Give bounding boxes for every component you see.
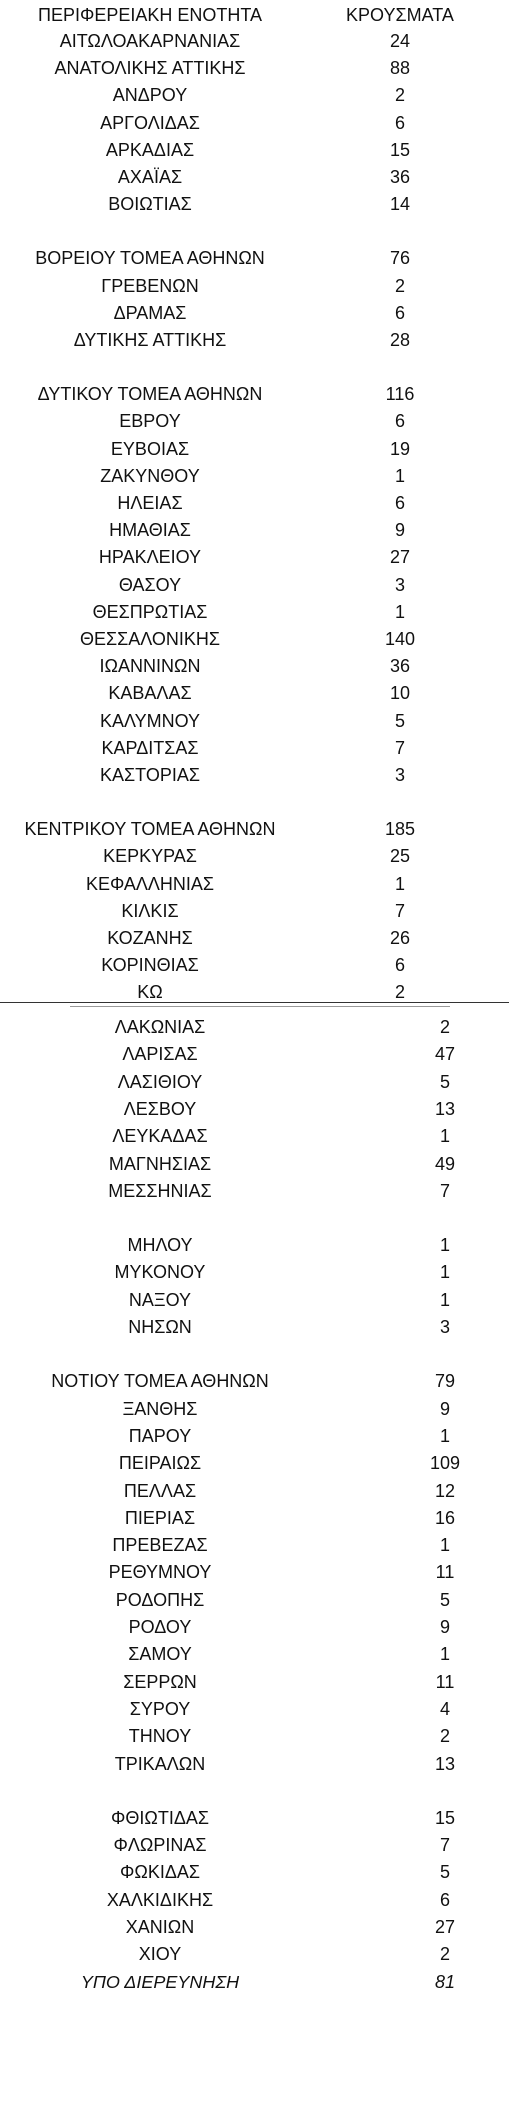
region-name: ΠΡΕΒΕΖΑΣ — [112, 1535, 208, 1556]
region-name: ΚΙΛΚΙΣ — [121, 900, 179, 921]
region-name: ΛΑΡΙΣΑΣ — [122, 1044, 198, 1065]
table-row — [0, 925, 509, 952]
table-row — [0, 735, 509, 762]
region-name: ΡΕΘΥΜΝΟΥ — [108, 1562, 212, 1583]
case-count: 9 — [439, 1617, 450, 1637]
case-count: 1 — [439, 1644, 450, 1665]
region-name: ΛΕΥΚΑΔΑΣ — [112, 1126, 208, 1147]
table-row — [0, 762, 509, 789]
table-row — [0, 1396, 509, 1423]
table-row — [0, 1368, 509, 1395]
region-name: ΣΑΜΟΥ — [128, 1644, 192, 1665]
region-name: ΑΙΤΩΛΟΑΚΑΡΝΑΝΙΑΣ — [59, 31, 241, 51]
table-row — [0, 327, 509, 354]
region-name: ΕΥΒΟΙΑΣ — [110, 438, 190, 459]
case-count: 15 — [434, 1807, 456, 1828]
case-count: 25 — [389, 846, 411, 867]
region-name: ΠΕΛΛΑΣ — [123, 1480, 197, 1501]
region-name: ΒΟΡΕΙΟΥ ΤΟΜΕΑ ΑΘΗΝΩΝ — [35, 248, 265, 269]
region-name: ΣΕΡΡΩΝ — [123, 1671, 197, 1692]
table-row — [0, 1914, 509, 1941]
case-count: 9 — [394, 520, 405, 541]
region-name: ΓΡΕΒΕΝΩΝ — [101, 275, 199, 296]
case-count: 4 — [439, 1698, 450, 1719]
region-name: ΚΕΡΚΥΡΑΣ — [103, 846, 197, 867]
case-count: 6 — [394, 493, 405, 513]
region-name: ΧΑΝΙΩΝ — [125, 1917, 195, 1937]
case-count: 12 — [434, 1480, 456, 1501]
table-row — [0, 28, 509, 55]
case-count: 2 — [394, 982, 405, 1003]
case-count: 13 — [434, 1098, 456, 1119]
case-count: 116 — [385, 384, 415, 405]
table-row — [0, 436, 509, 463]
table-row — [0, 1069, 509, 1096]
case-count: 88 — [389, 58, 411, 79]
region-name: ΗΛΕΙΑΣ — [117, 493, 183, 513]
region-name: ΑΡΓΟΛΙΔΑΣ — [100, 112, 200, 133]
region-name: ΣΥΡΟΥ — [129, 1698, 191, 1719]
case-count: 1 — [439, 1262, 450, 1283]
region-name: ΡΟΔΟΥ — [128, 1617, 192, 1637]
table-row — [0, 1123, 509, 1150]
table-row — [0, 1805, 509, 1832]
region-name: ΑΧΑΪΑΣ — [117, 167, 183, 187]
table-row — [0, 1832, 509, 1859]
region-name: ΧΑΛΚΙΔΙΚΗΣ — [106, 1889, 214, 1910]
region-name: ΠΕΙΡΑΙΩΣ — [118, 1453, 202, 1474]
case-count: 7 — [394, 737, 405, 758]
region-name: ΙΩΑΝΝΙΝΩΝ — [99, 656, 201, 677]
region-name: ΖΑΚΥΝΘΟΥ — [100, 465, 200, 486]
case-count: 15 — [389, 139, 411, 160]
table-row — [0, 463, 509, 490]
region-name: ΚΕΝΤΡΙΚΟΥ ΤΟΜΕΑ ΑΘΗΝΩΝ — [24, 819, 276, 840]
footer-label: ΥΠΟ ΔΙΕΡΕΥΝΗΣΗ — [80, 1971, 240, 1992]
case-count: 6 — [394, 411, 405, 432]
table-row — [0, 544, 509, 571]
table-row — [0, 599, 509, 626]
case-count: 36 — [389, 656, 411, 677]
case-count: 28 — [389, 330, 411, 350]
table-row — [0, 1041, 509, 1068]
table-row — [0, 1641, 509, 1668]
case-count: 79 — [434, 1371, 456, 1392]
table-row — [0, 517, 509, 544]
case-count: 6 — [394, 955, 405, 976]
case-count: 2 — [439, 1944, 450, 1965]
table-row — [0, 1450, 509, 1477]
table-row — [0, 164, 509, 191]
region-name: ΜΥΚΟΝΟΥ — [114, 1262, 206, 1283]
region-name: ΜΕΣΣΗΝΙΑΣ — [108, 1180, 212, 1201]
table-row — [0, 110, 509, 137]
region-name: ΒΟΙΩΤΙΑΣ — [108, 194, 192, 215]
header-region: ΠΕΡΙΦΕΡΕΙΑΚΗ ΕΝΟΤΗΤΑ — [37, 5, 263, 25]
table-row — [0, 1423, 509, 1450]
region-name: ΚΑΛΥΜΝΟΥ — [99, 710, 201, 731]
case-count: 3 — [439, 1317, 450, 1337]
region-name: ΝΟΤΙΟΥ ΤΟΜΕΑ ΑΘΗΝΩΝ — [51, 1371, 269, 1392]
table-row — [0, 1587, 509, 1614]
case-count: 1 — [439, 1535, 450, 1556]
table-row — [0, 680, 509, 707]
region-name: ΚΑΒΑΛΑΣ — [108, 683, 192, 704]
region-name: ΑΝΔΡΟΥ — [112, 85, 188, 106]
case-count: 1 — [439, 1126, 450, 1147]
region-name: ΠΙΕΡΙΑΣ — [124, 1507, 196, 1528]
table-row — [0, 653, 509, 680]
region-name: ΛΑΚΩΝΙΑΣ — [114, 1017, 206, 1037]
table-row — [0, 137, 509, 164]
case-count: 5 — [394, 710, 405, 731]
table-row — [0, 245, 509, 272]
region-name: ΠΑΡΟΥ — [128, 1425, 192, 1446]
case-count: 26 — [389, 928, 411, 948]
case-count: 7 — [394, 900, 405, 921]
region-name: ΔΥΤΙΚΗΣ ΑΤΤΙΚΗΣ — [73, 330, 227, 350]
table-row — [0, 82, 509, 109]
case-count: 10 — [389, 683, 411, 704]
case-count: 2 — [439, 1726, 450, 1747]
case-count: 1 — [394, 601, 405, 622]
table-row — [0, 843, 509, 870]
case-count: 1 — [439, 1425, 450, 1446]
case-count: 11 — [435, 1671, 455, 1692]
region-name: ΑΡΚΑΔΙΑΣ — [105, 139, 195, 160]
case-count: 16 — [434, 1507, 456, 1528]
table-row — [0, 1669, 509, 1696]
region-name: ΝΑΞΟΥ — [128, 1289, 192, 1310]
table-row — [0, 1532, 509, 1559]
region-name: ΜΑΓΝΗΣΙΑΣ — [108, 1153, 212, 1174]
region-name: ΚΕΦΑΛΛΗΝΙΑΣ — [85, 873, 215, 894]
table-row — [0, 1614, 509, 1641]
region-name: ΤΡΙΚΑΛΩΝ — [114, 1753, 206, 1774]
table-row — [0, 490, 509, 517]
table-row — [0, 273, 509, 300]
table-row — [0, 1478, 509, 1505]
case-count: 2 — [439, 1017, 450, 1037]
table-row — [0, 381, 509, 408]
region-name: ΘΕΣΣΑΛΟΝΙΚΗΣ — [79, 629, 221, 649]
table-row — [0, 191, 509, 218]
region-name: ΚΟΡΙΝΘΙΑΣ — [101, 955, 199, 976]
table-row — [0, 300, 509, 327]
region-name: ΚΑΡΔΙΤΣΑΣ — [101, 737, 199, 758]
region-name: ΛΑΣΙΘΙΟΥ — [117, 1071, 203, 1092]
table-row — [0, 1723, 509, 1750]
region-name: ΝΗΣΩΝ — [128, 1317, 192, 1337]
scan-seam-line — [0, 1002, 509, 1003]
case-count: 19 — [389, 438, 411, 459]
case-count: 5 — [439, 1589, 450, 1610]
region-name: ΦΛΩΡΙΝΑΣ — [113, 1835, 207, 1856]
table-row — [0, 871, 509, 898]
table-row — [0, 1751, 509, 1778]
table-row — [0, 708, 509, 735]
case-count: 5 — [439, 1862, 450, 1883]
case-count: 2 — [394, 275, 405, 296]
case-count: 36 — [389, 167, 411, 187]
table-row — [0, 952, 509, 979]
case-count: 76 — [389, 248, 411, 269]
region-name: ΡΟΔΟΠΗΣ — [115, 1589, 205, 1610]
case-count: 3 — [394, 574, 405, 595]
region-name: ΦΘΙΩΤΙΔΑΣ — [111, 1807, 209, 1828]
region-name: ΑΝΑΤΟΛΙΚΗΣ ΑΤΤΙΚΗΣ — [54, 58, 246, 79]
region-name: ΘΑΣΟΥ — [118, 574, 182, 595]
table-row — [0, 1151, 509, 1178]
region-name: ΗΜΑΘΙΑΣ — [109, 520, 191, 541]
region-name: ΘΕΣΠΡΩΤΙΑΣ — [92, 601, 208, 622]
table-row — [0, 1505, 509, 1532]
case-count: 185 — [384, 819, 416, 840]
region-name: ΤΗΝΟΥ — [128, 1726, 192, 1747]
table-row — [0, 1941, 509, 1968]
case-count: 7 — [439, 1180, 450, 1201]
region-name: ΜΗΛΟΥ — [127, 1235, 193, 1256]
table-row — [0, 1096, 509, 1123]
case-count: 109 — [429, 1453, 461, 1474]
case-count: 140 — [384, 629, 416, 649]
case-count: 24 — [389, 31, 411, 51]
table-footer-row — [0, 1969, 509, 1996]
table-header — [0, 2, 509, 29]
case-count: 5 — [439, 1071, 450, 1092]
case-count: 49 — [434, 1153, 456, 1174]
case-count: 1 — [439, 1289, 450, 1310]
case-count: 6 — [394, 302, 405, 323]
table-row — [0, 1314, 509, 1341]
table-row — [0, 1859, 509, 1886]
table-row — [0, 626, 509, 653]
case-count: 11 — [435, 1562, 455, 1583]
case-count: 1 — [394, 465, 405, 486]
table-row — [0, 898, 509, 925]
table-row — [0, 1559, 509, 1586]
case-count: 2 — [394, 85, 405, 106]
case-count: 1 — [439, 1235, 450, 1256]
table-row — [0, 1287, 509, 1314]
region-name: ΚΟΖΑΝΗΣ — [107, 928, 193, 948]
case-count: 13 — [434, 1753, 456, 1774]
case-count: 6 — [394, 112, 405, 133]
case-count: 27 — [434, 1917, 456, 1937]
region-name: ΕΒΡΟΥ — [119, 411, 181, 432]
header-cases: ΚΡΟΥΣΜΑΤΑ — [346, 5, 454, 25]
table-row — [0, 572, 509, 599]
table-row — [0, 816, 509, 843]
region-name: ΔΡΑΜΑΣ — [113, 302, 187, 323]
table-row — [0, 1232, 509, 1259]
table-row — [0, 1014, 509, 1041]
region-name: ΛΕΣΒΟΥ — [123, 1098, 197, 1119]
case-count: 9 — [439, 1398, 450, 1419]
region-name: ΧΙΟΥ — [138, 1944, 182, 1965]
case-count: 1 — [394, 873, 405, 894]
table-row — [0, 1887, 509, 1914]
region-name: ΗΡΑΚΛΕΙΟΥ — [98, 547, 202, 568]
case-count: 47 — [434, 1044, 456, 1065]
case-count: 3 — [394, 765, 405, 785]
case-count: 14 — [389, 194, 411, 215]
table-row — [0, 1259, 509, 1286]
scan-seam-shadow — [70, 1006, 450, 1007]
region-name: ΚΑΣΤΟΡΙΑΣ — [100, 765, 200, 785]
table-row — [0, 55, 509, 82]
region-name: ΦΩΚΙΔΑΣ — [120, 1862, 200, 1883]
table-row — [0, 408, 509, 435]
table-row — [0, 1696, 509, 1723]
footer-cases: 81 — [434, 1971, 456, 1992]
region-name: ΚΩ — [137, 982, 163, 1003]
case-count: 6 — [439, 1889, 450, 1910]
case-count: 27 — [389, 547, 411, 568]
region-name: ΔΥΤΙΚΟΥ ΤΟΜΕΑ ΑΘΗΝΩΝ — [37, 384, 263, 405]
region-name: ΞΑΝΘΗΣ — [122, 1398, 198, 1419]
table-row — [0, 1178, 509, 1205]
case-count: 7 — [439, 1835, 450, 1856]
